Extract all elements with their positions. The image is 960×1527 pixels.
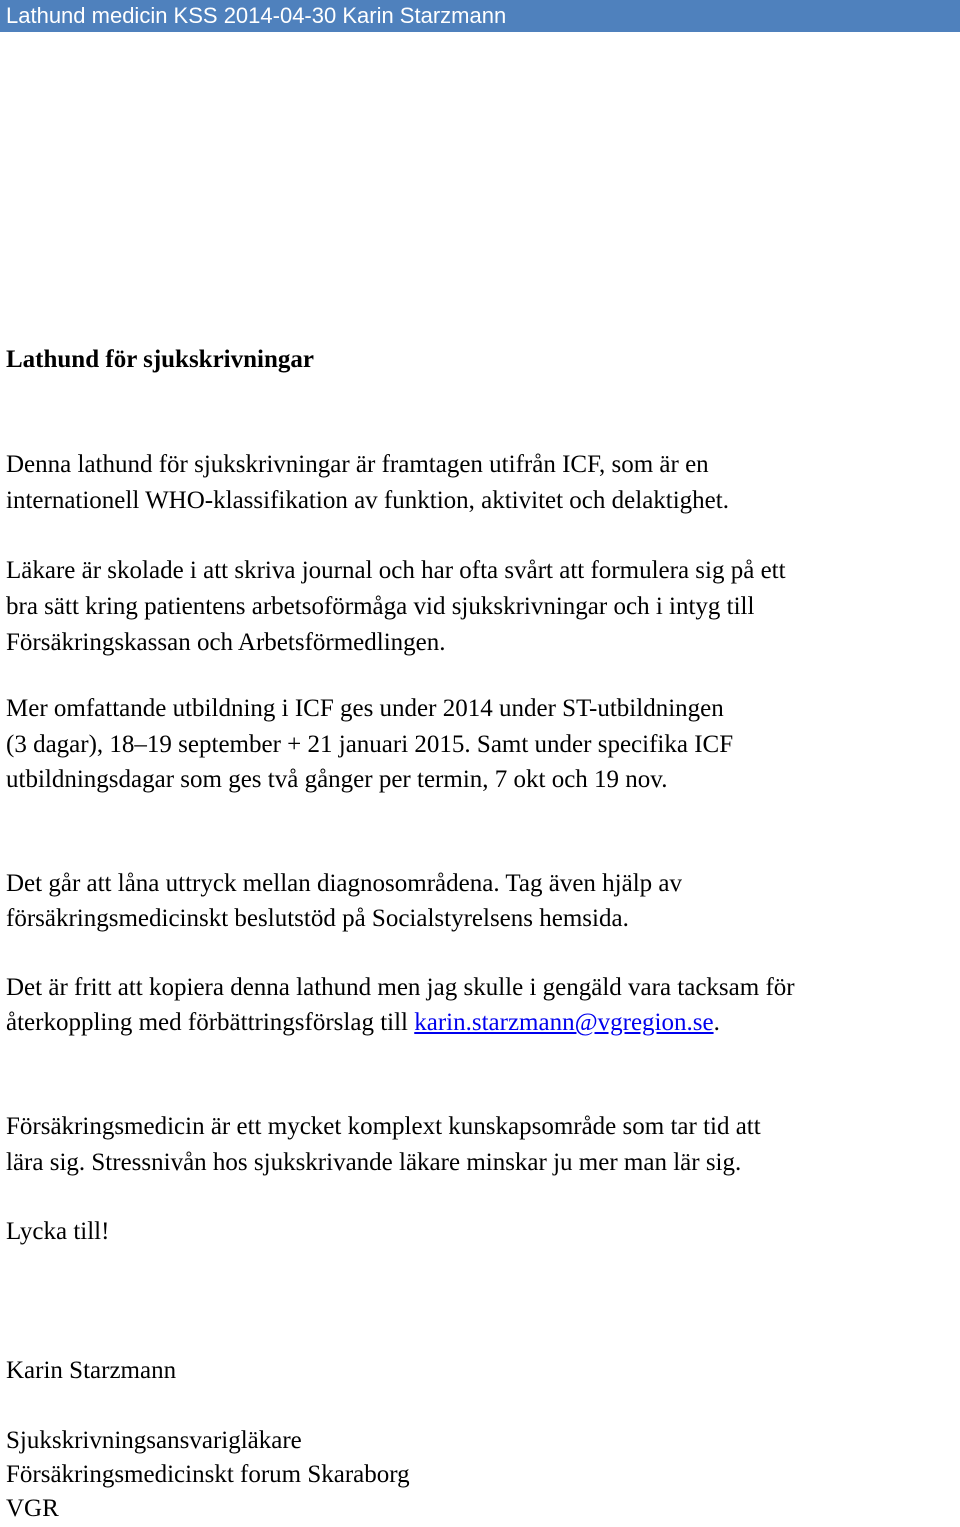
paragraph-6-line-1: Försäkringsmedicin är ett mycket komplext kunskapsområde som tar tid att bbox=[6, 1113, 761, 1140]
paragraph-3-line-1: Mer omfattande utbildning i ICF ges under 2014 under ST-utbildningen bbox=[6, 695, 724, 722]
document-header bbox=[0, 0, 960, 32]
paragraph-5-line-2 bbox=[6, 1005, 720, 1041]
signature-name: Karin Starzmann bbox=[6, 1357, 177, 1384]
paragraph-4-line-2: försäkringsmedicinskt beslutstöd på Socialstyrelsens hemsida. bbox=[6, 905, 629, 932]
document-title: Lathund för sjukskrivningar bbox=[6, 346, 314, 373]
paragraph-5-period: . bbox=[713, 1009, 720, 1036]
signature-org: Försäkringsmedicinskt forum Skaraborg bbox=[6, 1461, 410, 1488]
signature-role: Sjukskrivningsansvarigläkare bbox=[6, 1427, 302, 1454]
paragraph-3-line-2: (3 dagar), 18–19 september + 21 januari 2015. Samt under specifika ICF bbox=[6, 731, 734, 758]
email-link[interactable]: karin.starzmann@vgregion.se bbox=[414, 1009, 714, 1036]
paragraph-5-text: återkoppling med förbättringsförslag till bbox=[6, 1009, 415, 1036]
paragraph-1-line-1: Denna lathund för sjukskrivningar är framtagen utifrån ICF, som är en bbox=[6, 451, 709, 478]
paragraph-2-line-2: bra sätt kring patientens arbetsoförmåga vid sjukskrivningar och i intyg till bbox=[6, 593, 755, 620]
header-text: Lathund medicin KSS 2014-04-30 Karin Starzmann bbox=[6, 3, 507, 28]
paragraph-5-line-1: Det är fritt att kopiera denna lathund men jag skulle i gengäld vara tacksam för bbox=[6, 974, 795, 1001]
paragraph-2-line-3: Försäkringskassan och Arbetsförmedlingen. bbox=[6, 629, 446, 656]
signature-region: VGR bbox=[6, 1495, 59, 1522]
closing-text: Lycka till! bbox=[6, 1218, 110, 1245]
paragraph-4-line-1: Det går att låna uttryck mellan diagnosområdena. Tag även hjälp av bbox=[6, 870, 683, 897]
paragraph-3-line-3: utbildningsdagar som ges två gånger per termin, 7 okt och 19 nov. bbox=[6, 766, 668, 793]
paragraph-2-line-1: Läkare är skolade i att skriva journal och har ofta svårt att formulera sig på ett bbox=[6, 557, 786, 584]
paragraph-6-line-2: lära sig. Stressnivån hos sjukskrivande läkare minskar ju mer man lär sig. bbox=[6, 1149, 742, 1176]
paragraph-1-line-2: internationell WHO-klassifikation av funktion, aktivitet och delaktighet. bbox=[6, 487, 729, 514]
